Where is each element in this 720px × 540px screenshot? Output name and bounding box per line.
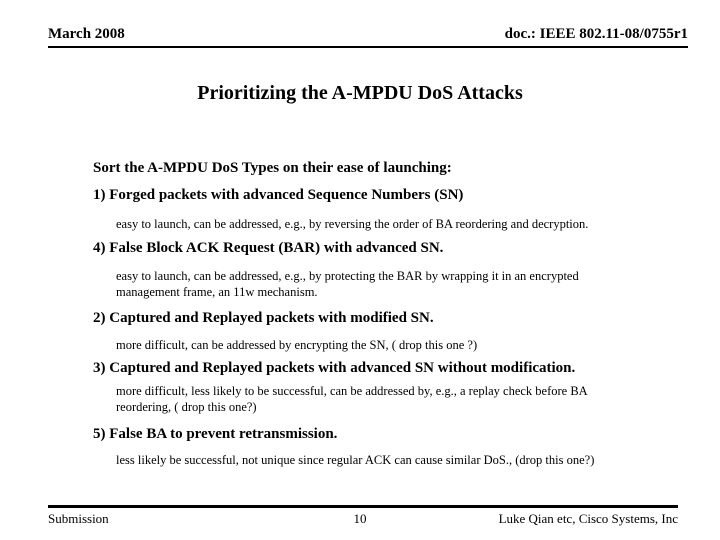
item-5-heading: 5) False BA to prevent retransmission.	[93, 426, 338, 442]
item-5-note: less likely be successful, not unique since regular ACK can cause similar DoS., (drop this one?)	[116, 453, 595, 467]
item-1-heading: 1) Forged packets with advanced Sequence Numbers (SN)	[93, 187, 464, 203]
footer-submission: Submission	[48, 511, 109, 526]
body-intro: Sort the A-MPDU DoS Types on their ease of launching:	[93, 160, 452, 176]
item-3-note-line-1: more difficult, less likely to be successful, can be addressed by, e.g., a replay check before BA	[116, 384, 588, 398]
slide-title: Prioritizing the A-MPDU DoS Attacks	[197, 82, 523, 104]
item-4-note-line-1: easy to launch, can be addressed, e.g., by protecting the BAR by wrapping it in an encrypted	[116, 269, 579, 283]
item-4-note-line-2: management frame, an 11w mechanism.	[116, 285, 318, 299]
item-3-heading: 3) Captured and Replayed packets with advanced SN without modification.	[93, 360, 576, 376]
item-1-note: easy to launch, can be addressed, e.g., by reversing the order of BA reordering and decryption.	[116, 217, 589, 231]
footer-divider	[48, 505, 678, 508]
slide-header	[48, 26, 688, 48]
item-3-note-line-2: reordering, ( drop this one?)	[116, 400, 257, 414]
header-date: March 2008	[48, 26, 125, 42]
item-2-heading: 2) Captured and Replayed packets with modified SN.	[93, 310, 434, 326]
item-4-heading: 4) False Block ACK Request (BAR) with advanced SN.	[93, 240, 444, 256]
footer-author: Luke Qian etc, Cisco Systems, Inc	[498, 511, 678, 526]
header-doc-number: doc.: IEEE 802.11-08/0755r1	[504, 26, 688, 42]
item-2-note: more difficult, can be addressed by encrypting the SN, ( drop this one ?)	[116, 338, 478, 352]
footer-page-number: 10	[353, 511, 367, 526]
